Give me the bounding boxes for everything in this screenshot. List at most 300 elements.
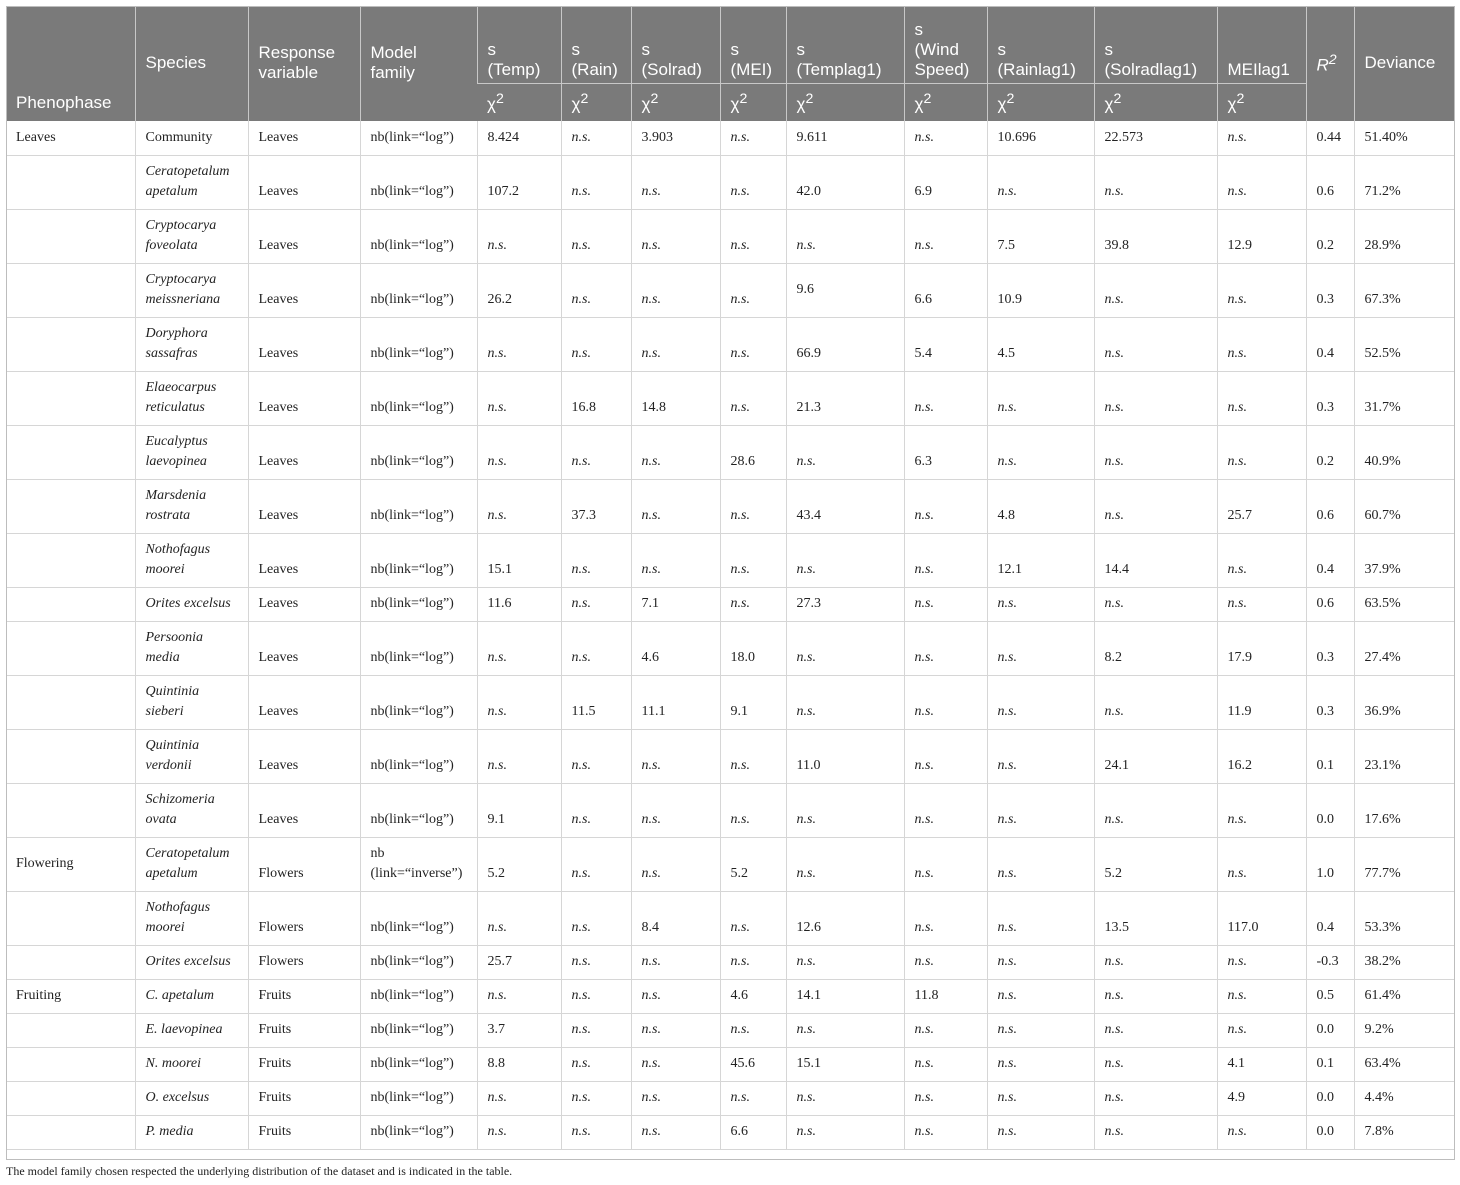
chi-square-value: n.s. [477,729,561,783]
chi-square-value: 4.9 [1217,1081,1306,1115]
phenophase-cell [6,317,135,371]
chi-square-value: 8.424 [477,121,561,155]
phenophase-cell [6,155,135,209]
phenophase-cell [6,783,135,837]
chi-square-value: n.s. [904,729,987,783]
chi-square-value: n.s. [987,1081,1094,1115]
deviance-value: 9.2% [1354,1013,1455,1047]
header-s-temp: s (Temp) [477,6,561,84]
chi-square-value: n.s. [631,1115,720,1149]
table-row [6,621,1455,675]
chi-square-value: n.s. [631,783,720,837]
header-s-solrad: s (Solrad) [631,6,720,84]
phenophase-cell [6,533,135,587]
chi-square-value: n.s. [720,1013,786,1047]
chi-square-value: n.s. [1217,263,1306,317]
table-row [6,783,1455,837]
chi-square-value: n.s. [904,621,987,675]
species-cell: Doryphora sassafras [135,317,248,371]
chi-square-value: n.s. [1217,371,1306,425]
table-row [6,263,1455,317]
species-cell: E. laevopinea [135,1013,248,1047]
response-cell: Leaves [248,621,360,675]
chi-square-value: n.s. [720,1081,786,1115]
phenophase-cell: Leaves [6,121,135,155]
chi-square-value: n.s. [631,155,720,209]
model-cell: nb(link=“log”) [360,783,477,837]
header-s-rain: s (Rain) [561,6,631,84]
table-row [6,837,1455,891]
chi-square-value: 12.1 [987,533,1094,587]
chi-square-value: n.s. [987,945,1094,979]
chi-square-value: 5.2 [720,837,786,891]
response-cell: Leaves [248,317,360,371]
chi-square-value: n.s. [720,783,786,837]
deviance-value: 40.9% [1354,425,1455,479]
r-squared-value: 0.3 [1306,371,1354,425]
chi-square-value: n.s. [477,621,561,675]
chi-square-value: 11.5 [561,675,631,729]
r-squared-value: 0.4 [1306,891,1354,945]
chi-square-value: n.s. [904,783,987,837]
response-cell: Leaves [248,371,360,425]
r-squared-value: 0.6 [1306,479,1354,533]
chi-square-value: 10.696 [987,121,1094,155]
deviance-value: 28.9% [1354,209,1455,263]
chi-square-value: n.s. [1094,945,1217,979]
header-s-rainlag1: s (Rainlag1) [987,6,1094,84]
deviance-value: 31.7% [1354,371,1455,425]
chi-square-value: 16.8 [561,371,631,425]
response-cell: Fruits [248,1115,360,1149]
chi-square-value: n.s. [631,479,720,533]
chi-square-label: $\chi^2$ [477,84,561,122]
phenophase-cell [6,675,135,729]
deviance-value: 63.4% [1354,1047,1455,1081]
chi-square-value: n.s. [904,209,987,263]
model-cell: nb(link=“log”) [360,1013,477,1047]
species-cell: Cryptocarya meissneriana [135,263,248,317]
chi-square-value: 6.6 [720,1115,786,1149]
chi-square-value: 26.2 [477,263,561,317]
species-cell: C. apetalum [135,979,248,1013]
chi-square-value: n.s. [561,533,631,587]
table-row [6,479,1455,533]
chi-square-value: n.s. [561,891,631,945]
chi-square-value: n.s. [1217,587,1306,621]
species-cell: Schizomeria ovata [135,783,248,837]
deviance-value: 61.4% [1354,979,1455,1013]
chi-square-value: n.s. [1094,371,1217,425]
chi-square-value: n.s. [561,837,631,891]
species-cell: Nothofagus moorei [135,891,248,945]
phenophase-cell [6,587,135,621]
table-row [6,729,1455,783]
table-row [6,1047,1455,1081]
chi-square-value: 14.8 [631,371,720,425]
chi-square-value: n.s. [561,1013,631,1047]
chi-square-value: 12.9 [1217,209,1306,263]
chi-square-value: n.s. [904,675,987,729]
chi-square-value: 11.0 [786,729,904,783]
table-row [6,587,1455,621]
species-cell: Cryptocarya foveolata [135,209,248,263]
chi-square-value: 21.3 [786,371,904,425]
chi-square-value: n.s. [720,209,786,263]
chi-square-value: n.s. [561,1081,631,1115]
header-response-variable: Response variable [248,6,360,121]
chi-square-value: 18.0 [720,621,786,675]
chi-square-value: 12.6 [786,891,904,945]
chi-square-value: n.s. [631,945,720,979]
header-meilag1: MEIlag1 [1217,6,1306,84]
model-cell: nb(link=“log”) [360,1047,477,1081]
chi-square-value: 45.6 [720,1047,786,1081]
chi-square-value: 42.0 [786,155,904,209]
chi-square-value: n.s. [1094,783,1217,837]
deviance-value: 77.7% [1354,837,1455,891]
chi-square-value: 3.7 [477,1013,561,1047]
chi-square-value: 5.4 [904,317,987,371]
chi-square-value: 6.3 [904,425,987,479]
response-cell: Leaves [248,263,360,317]
chi-square-value: n.s. [561,121,631,155]
chi-square-value: n.s. [561,587,631,621]
deviance-value: 63.5% [1354,587,1455,621]
deviance-value: 36.9% [1354,675,1455,729]
r-squared-value: 0.5 [1306,979,1354,1013]
response-cell: Fruits [248,979,360,1013]
response-cell: Flowers [248,837,360,891]
chi-square-value: n.s. [631,425,720,479]
chi-square-value: n.s. [631,979,720,1013]
chi-square-value: n.s. [631,837,720,891]
chi-square-value: 5.2 [1094,837,1217,891]
chi-square-value: n.s. [904,945,987,979]
model-cell: nb(link=“log”) [360,425,477,479]
model-cell: nb(link=“log”) [360,317,477,371]
model-cell: nb(link=“log”) [360,675,477,729]
chi-square-value: n.s. [987,425,1094,479]
r-squared-value: 0.44 [1306,121,1354,155]
chi-square-label: $\chi^2$ [786,84,904,122]
chi-square-value: n.s. [1217,317,1306,371]
chi-square-value: 4.1 [1217,1047,1306,1081]
header-s-mei: s (MEI) [720,6,786,84]
chi-square-value: 11.9 [1217,675,1306,729]
response-cell: Leaves [248,479,360,533]
chi-square-value: n.s. [561,729,631,783]
chi-square-value: n.s. [987,1013,1094,1047]
table-row [6,891,1455,945]
chi-square-value: n.s. [904,891,987,945]
chi-square-value: 11.1 [631,675,720,729]
chi-square-value: n.s. [987,155,1094,209]
chi-square-value: n.s. [1217,121,1306,155]
model-cell: nb(link=“log”) [360,587,477,621]
table-row [6,945,1455,979]
r-squared-value: 0.4 [1306,317,1354,371]
response-cell: Leaves [248,121,360,155]
chi-square-value: 107.2 [477,155,561,209]
model-cell: nb(link=“log”) [360,979,477,1013]
table-row [6,209,1455,263]
chi-square-value: n.s. [987,1115,1094,1149]
chi-square-value: n.s. [1217,533,1306,587]
chi-square-value: n.s. [720,155,786,209]
species-cell: Elaeocarpus reticulatus [135,371,248,425]
chi-square-value: n.s. [904,479,987,533]
deviance-value: 27.4% [1354,621,1455,675]
species-cell: Community [135,121,248,155]
header-s-solradlag1: s (Solradlag1) [1094,6,1217,84]
phenology-model-table [6,6,1455,1150]
table-body [6,121,1455,1149]
r-squared-value: 0.0 [1306,1013,1354,1047]
phenophase-cell [6,425,135,479]
species-cell: Persoonia media [135,621,248,675]
chi-square-value: n.s. [987,729,1094,783]
model-cell: nb(link=“log”) [360,1081,477,1115]
chi-square-value: n.s. [477,425,561,479]
chi-square-value: n.s. [1094,1081,1217,1115]
chi-square-value: 14.1 [786,979,904,1013]
response-cell: Fruits [248,1047,360,1081]
chi-square-value: n.s. [720,533,786,587]
response-cell: Leaves [248,675,360,729]
table-row [6,155,1455,209]
table-footnote: The model family chosen respected the underlying distribution of the dataset and is indicated in the table. [6,1164,513,1178]
chi-square-value: n.s. [720,479,786,533]
header-model-family: Model family [360,6,477,121]
r-squared-value: 0.3 [1306,621,1354,675]
phenophase-cell [6,263,135,317]
table-row [6,371,1455,425]
phenophase-cell [6,1115,135,1149]
chi-square-value: n.s. [477,979,561,1013]
model-cell: nb(link=“log”) [360,155,477,209]
chi-square-label: $\chi^2$ [631,84,720,122]
header-deviance: Deviance [1354,6,1455,121]
chi-square-value: n.s. [1217,979,1306,1013]
deviance-value: 37.9% [1354,533,1455,587]
chi-square-value: n.s. [561,1047,631,1081]
chi-square-value: n.s. [786,425,904,479]
chi-square-label: $\chi^2$ [561,84,631,122]
chi-square-value: n.s. [987,675,1094,729]
chi-square-value: n.s. [561,425,631,479]
phenophase-cell [6,1013,135,1047]
chi-square-value: n.s. [477,1081,561,1115]
response-cell: Leaves [248,155,360,209]
chi-square-value: n.s. [1217,1115,1306,1149]
chi-square-value: n.s. [987,837,1094,891]
chi-square-value: 16.2 [1217,729,1306,783]
phenophase-cell [6,1047,135,1081]
species-cell: P. media [135,1115,248,1149]
response-cell: Leaves [248,533,360,587]
chi-square-value: 8.2 [1094,621,1217,675]
model-cell: nb(link=“log”) [360,891,477,945]
chi-square-value: n.s. [987,621,1094,675]
r-squared-value: 0.2 [1306,209,1354,263]
header-r-squared: $R^2$ [1306,6,1354,121]
chi-square-value: n.s. [987,1047,1094,1081]
chi-square-value: 37.3 [561,479,631,533]
species-cell: Orites excelsus [135,945,248,979]
response-cell: Leaves [248,783,360,837]
response-cell: Leaves [248,209,360,263]
model-cell: nb(link=“log”) [360,263,477,317]
chi-square-value: n.s. [1094,1047,1217,1081]
chi-square-value: n.s. [631,263,720,317]
header-species: Species [135,6,248,121]
chi-square-value: n.s. [1094,317,1217,371]
chi-square-value: n.s. [786,1081,904,1115]
chi-square-value: n.s. [1094,675,1217,729]
response-cell: Leaves [248,587,360,621]
species-cell: Eucalyptus laevopinea [135,425,248,479]
response-cell: Fruits [248,1013,360,1047]
chi-square-value: 6.9 [904,155,987,209]
chi-square-value: n.s. [561,621,631,675]
species-cell: Ceratopetalum apetalum [135,155,248,209]
results-table-container [6,6,1455,1150]
r-squared-value: 0.1 [1306,729,1354,783]
chi-square-value: 66.9 [786,317,904,371]
model-cell: nb(link=“log”) [360,121,477,155]
chi-square-value: n.s. [1217,837,1306,891]
phenophase-cell [6,1081,135,1115]
chi-square-value: 9.6 [786,263,904,317]
chi-square-value: n.s. [561,979,631,1013]
species-cell: N. moorei [135,1047,248,1081]
header-s-templag1: s (Templag1) [786,6,904,84]
species-cell: Marsdenia rostrata [135,479,248,533]
chi-square-value: 11.6 [477,587,561,621]
phenophase-cell: Flowering [6,837,135,891]
model-cell: nb(link=“log”) [360,209,477,263]
table-row [6,1013,1455,1047]
chi-square-value: 17.9 [1217,621,1306,675]
chi-square-value: n.s. [786,1115,904,1149]
chi-square-value: 11.8 [904,979,987,1013]
deviance-value: 7.8% [1354,1115,1455,1149]
response-cell: Flowers [248,891,360,945]
deviance-value: 71.2% [1354,155,1455,209]
chi-square-value: n.s. [1094,425,1217,479]
phenophase-cell [6,209,135,263]
deviance-value: 17.6% [1354,783,1455,837]
response-cell: Fruits [248,1081,360,1115]
chi-square-value: n.s. [561,155,631,209]
chi-square-value: n.s. [987,371,1094,425]
chi-square-label: $\chi^2$ [904,84,987,122]
chi-square-value: 24.1 [1094,729,1217,783]
chi-square-value: 4.8 [987,479,1094,533]
chi-square-value: n.s. [987,891,1094,945]
phenophase-cell [6,479,135,533]
deviance-value: 4.4% [1354,1081,1455,1115]
species-cell: Quintinia sieberi [135,675,248,729]
chi-square-value: n.s. [631,729,720,783]
deviance-value: 60.7% [1354,479,1455,533]
chi-square-value: 4.6 [631,621,720,675]
species-cell: Orites excelsus [135,587,248,621]
chi-square-value: 7.1 [631,587,720,621]
chi-square-value: 39.8 [1094,209,1217,263]
response-cell: Leaves [248,729,360,783]
chi-square-value: n.s. [1094,155,1217,209]
chi-square-value: 14.4 [1094,533,1217,587]
r-squared-value: 0.0 [1306,1115,1354,1149]
chi-square-value: n.s. [720,945,786,979]
chi-square-value: 15.1 [786,1047,904,1081]
header-s-wind-speed: s (Wind Speed) [904,6,987,84]
table-row [6,121,1455,155]
table-row [6,1081,1455,1115]
r-squared-value: 0.4 [1306,533,1354,587]
chi-square-value: 7.5 [987,209,1094,263]
chi-square-value: n.s. [720,729,786,783]
chi-square-value: n.s. [1094,587,1217,621]
chi-square-value: n.s. [786,837,904,891]
chi-square-value: 8.4 [631,891,720,945]
phenophase-cell [6,945,135,979]
chi-square-value: 22.573 [1094,121,1217,155]
chi-square-value: 4.6 [720,979,786,1013]
chi-square-label: $\chi^2$ [720,84,786,122]
model-cell: nb(link=“log”) [360,371,477,425]
r-squared-value: 0.2 [1306,425,1354,479]
chi-square-value: n.s. [904,837,987,891]
chi-square-value: n.s. [1094,1115,1217,1149]
deviance-value: 53.3% [1354,891,1455,945]
chi-square-value: n.s. [720,891,786,945]
chi-square-value: 9.1 [720,675,786,729]
r-squared-value: -0.3 [1306,945,1354,979]
table-row [6,675,1455,729]
chi-square-value: n.s. [1217,155,1306,209]
chi-square-value: n.s. [904,533,987,587]
chi-square-value: n.s. [1094,979,1217,1013]
chi-square-value: 5.2 [477,837,561,891]
phenophase-cell [6,729,135,783]
chi-square-value: 25.7 [477,945,561,979]
r-squared-value: 0.6 [1306,155,1354,209]
chi-square-value: 28.6 [720,425,786,479]
chi-square-value: n.s. [786,533,904,587]
r-squared-value: 0.3 [1306,675,1354,729]
chi-square-value: 9.611 [786,121,904,155]
chi-square-value: n.s. [904,371,987,425]
species-cell: O. excelsus [135,1081,248,1115]
chi-square-value: 15.1 [477,533,561,587]
chi-square-value: n.s. [720,587,786,621]
response-cell: Flowers [248,945,360,979]
chi-square-value: n.s. [786,783,904,837]
chi-square-value: n.s. [561,263,631,317]
model-cell: nb(link=“log”) [360,533,477,587]
response-cell: Leaves [248,425,360,479]
chi-square-value: n.s. [631,1081,720,1115]
chi-square-value: n.s. [477,891,561,945]
chi-square-value: n.s. [1217,425,1306,479]
chi-square-value: 43.4 [786,479,904,533]
chi-square-value: 117.0 [1217,891,1306,945]
chi-square-value: 3.903 [631,121,720,155]
chi-square-value: n.s. [631,317,720,371]
